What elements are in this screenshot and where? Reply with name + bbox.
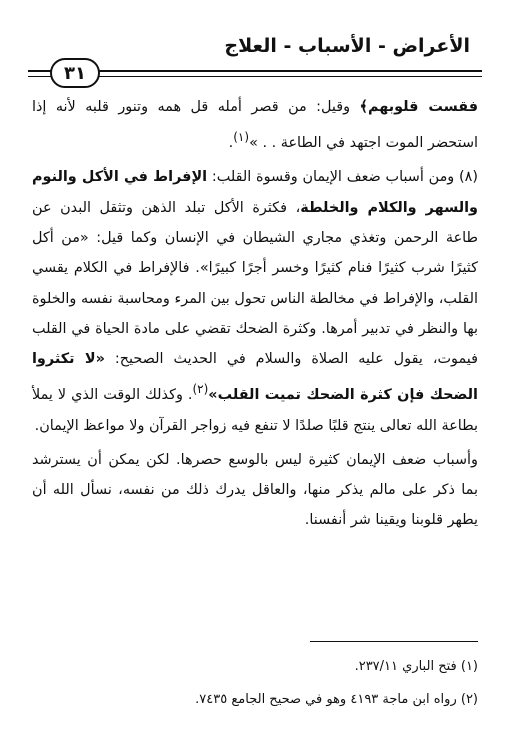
paragraph-3: وأسباب ضعف الإيمان كثيرة ليس بالوسع حصرها. لكن يمكن أن يسترشد بما ذكر على مالم يذكر منها، والعاقل يدرك ذلك من نفسه، نسأل الله أن يطهر قلوبنا ويقينا شر أنفسنا. <box>32 451 478 529</box>
footnote-ref: (١) <box>233 130 250 145</box>
text-run: . وكذلك الوقت الذي لا يملأ بطاعة الله تعالى ينتج قلبًا صلدًا لا تنفع فيه زواجر القرآن ولا مواعظ الإيمان. <box>32 387 478 434</box>
text-run-bold: الإفراط في الأكل والنوم والسهر والكلام والخلطة <box>32 169 478 216</box>
footnote-ref: (٢) <box>192 382 209 397</box>
text-run: وقيل: من قصر أمله قل همه وتنور قلبه لأنه إذا استحضر الموت اجتهد في الطاعة . . » <box>32 99 478 152</box>
footnotes <box>32 650 478 716</box>
hadith-quote: «لا تكثروا الضحك فإن كثرة الضحك تميت القلب» <box>32 351 478 404</box>
text-run: فقست قلوبهم﴾ <box>359 99 478 115</box>
text-run: . <box>228 135 234 152</box>
page-number: ٣١ <box>50 58 100 88</box>
paragraph-2 <box>32 162 478 440</box>
footnote-separator <box>310 641 478 642</box>
text-run: ، فكثرة الأكل تبلد الذهن وتثقل البدن عن طاعة الرحمن وتغذي مجاري الشيطان في الإنسان وكما قيل: «من أكل كثيرًا شرب كثيرًا فنام كثيرًا وخسر أجرًا كبيرًا». فالإفراط في الكلام يقسي القلب، والإفراط في مخالطة الناس تحول بين المرء ومحاسبة نفسه والخلوة بها والنظر في تدبير أمرها. وكثرة الضحك تقضي على مادة الحياة في القلب فيموت، يقول عليه الصلاة والسلام في الحديث الصحيح: <box>32 199 478 368</box>
paragraph-1 <box>32 92 478 158</box>
footnote-1: (١) فتح الباري ٢٣٧/١١. <box>354 659 478 674</box>
body-text <box>32 92 478 536</box>
page-header <box>0 34 510 94</box>
running-title: الأعراض - الأسباب - العلاج <box>224 35 470 57</box>
text-run: (٨) ومن أسباب ضعف الإيمان وقسوة القلب: <box>207 169 478 186</box>
footnote-2: (٢) رواه ابن ماجة ٤١٩٣ وهو في صحيح الجامع ٧٤٣٥. <box>195 692 478 707</box>
